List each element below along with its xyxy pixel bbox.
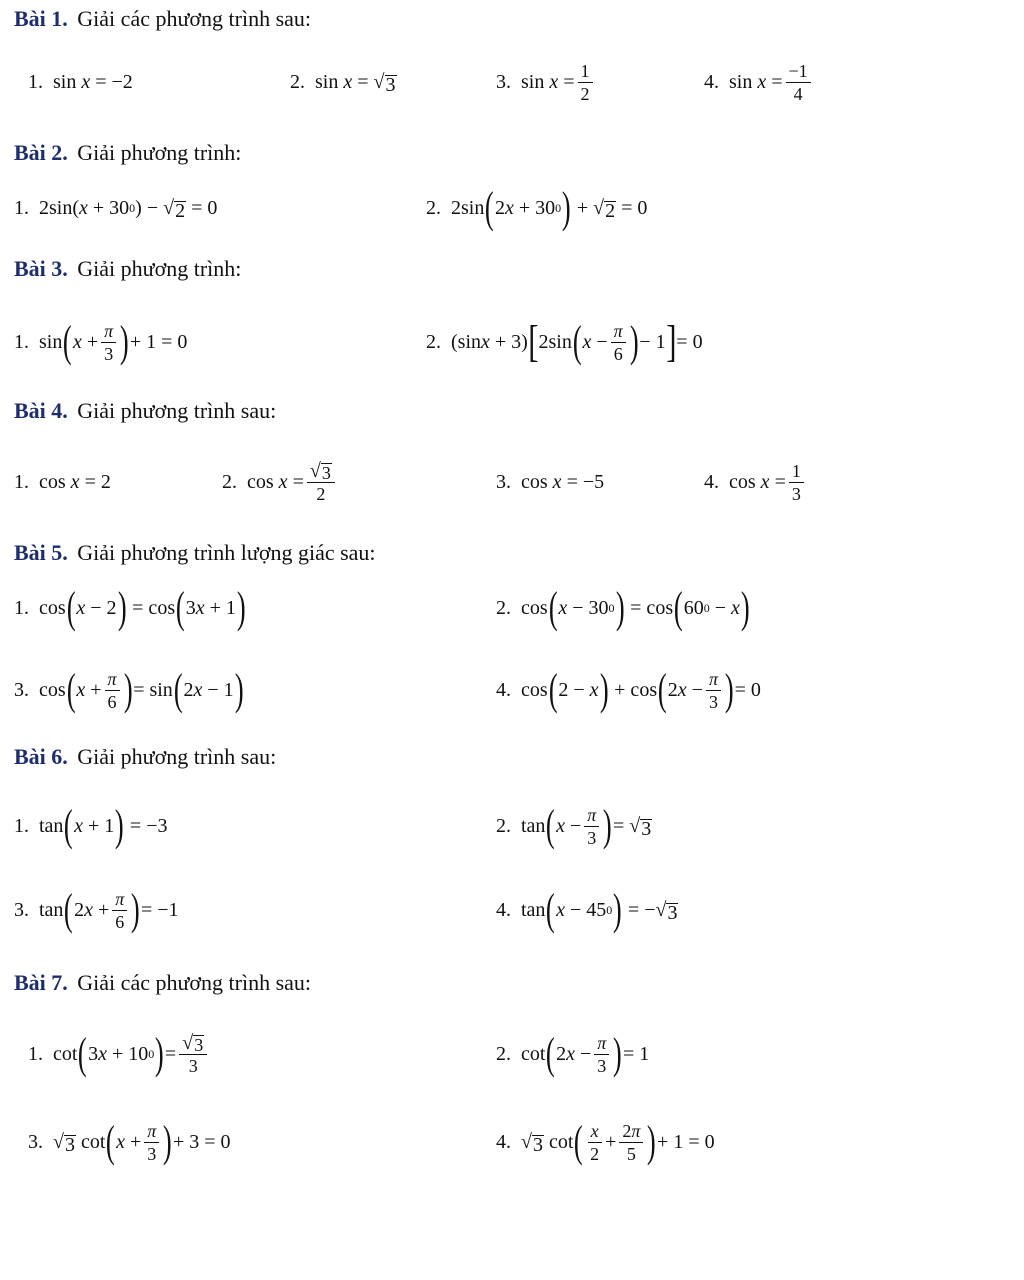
item-number: 1.	[14, 470, 29, 493]
equation-6-4: 4. tan ( x − 45 0 ) = − √ 3	[496, 885, 678, 934]
section-heading-6	[14, 744, 276, 770]
section-title: Giải phương trình sau:	[77, 398, 277, 423]
equation-1-1: 1. sin x = −2	[28, 70, 133, 93]
item-number: 1.	[14, 814, 29, 837]
equation-4-1: 1. cos x = 2	[14, 470, 111, 493]
section-title: Giải các phương trình sau:	[77, 970, 312, 995]
section-label: Bài 1.	[14, 6, 68, 31]
equation-3-2: 2. (sin x + 3) [ 2sin ( x − $\frac{\pi}{6}$ ) − 1 ] = 0	[426, 317, 703, 366]
item-number: 1.	[14, 196, 29, 219]
equation-4-4: 4. cos x = $\frac{1}{3}$	[704, 452, 807, 512]
section-label: Bài 6.	[14, 744, 68, 769]
section-label: Bài 3.	[14, 256, 68, 281]
item-number: 1.	[28, 1042, 43, 1065]
section-label: Bài 2.	[14, 140, 68, 165]
item-number: 2.	[496, 814, 511, 837]
section-heading-7	[14, 970, 311, 996]
equation-7-3: 3. √ 3 cot ( x + $\frac{\pi}{3}$ ) + 3 = 0	[28, 1117, 231, 1166]
section-heading-5	[14, 540, 376, 566]
item-number: 4.	[496, 898, 511, 921]
section-heading-1	[14, 6, 311, 32]
equation-7-1: 1. cot ( 3 x + 10 0 ) = √ 3 3	[28, 1024, 210, 1084]
equation-6-3: 3. tan ( 2 x + $\frac{\pi}{6}$ ) = −1	[14, 885, 179, 934]
section-title: Giải phương trình sau:	[77, 744, 277, 769]
equation-5-2: 2. cos ( x − 30 0 ) = cos ( 60 0 − x )	[496, 583, 750, 632]
item-number: 3.	[14, 898, 29, 921]
section-label: Bài 7.	[14, 970, 68, 995]
equation-6-2: 2. tan ( x − $\frac{\pi}{3}$ ) = √ 3	[496, 801, 652, 850]
equation-7-2: 2. cot ( 2 x − $\frac{\pi}{3}$ ) = 1	[496, 1029, 650, 1078]
equation-4-2: 2. cos x = √ 3 2	[222, 452, 338, 512]
section-heading-2	[14, 140, 241, 166]
equation-3-1: 1. sin ( x + $\frac{\pi}{3}$ ) + 1 = 0	[14, 317, 188, 366]
item-number: 3.	[496, 70, 511, 93]
item-number: 4.	[704, 70, 719, 93]
equation-5-1: 1. cos ( x − 2 ) = cos ( 3 x + 1 )	[14, 583, 246, 632]
equation-5-3: 3. cos ( x + $\frac{\pi}{6}$ ) = sin ( 2 x − 1 )	[14, 665, 244, 714]
equation-1-2: 2. sin x = √ 3	[290, 70, 396, 96]
equation-1-3: 3. sin x = $\frac{1}{2}$	[496, 52, 596, 112]
item-number: 2.	[222, 470, 237, 493]
item-number: 4.	[704, 470, 719, 493]
item-number: 2.	[426, 330, 441, 353]
section-label: Bài 4.	[14, 398, 68, 423]
section-label: Bài 5.	[14, 540, 68, 565]
item-number: 1.	[28, 70, 43, 93]
equation-4-3: 3. cos x = −5	[496, 470, 605, 493]
section-title: Giải phương trình lượng giác sau:	[77, 540, 376, 565]
section-heading-4	[14, 398, 276, 424]
section-title: Giải phương trình:	[77, 256, 242, 281]
section-title: Giải phương trình:	[77, 140, 242, 165]
item-number: 3.	[14, 678, 29, 701]
item-number: 4.	[496, 678, 511, 701]
item-number: 2.	[290, 70, 305, 93]
item-number: 3.	[496, 470, 511, 493]
item-number: 1.	[14, 330, 29, 353]
item-number: 2.	[496, 596, 511, 619]
section-heading-3	[14, 256, 241, 282]
section-title: Giải các phương trình sau:	[77, 6, 312, 31]
equation-2-2: 2. 2sin ( 2 x + 30 0 ) + √ 2 = 0	[426, 183, 648, 232]
equation-5-4: 4. cos ( 2 − x ) + cos ( 2 x − $\frac{\pi}{3}$ ) = 0	[496, 665, 761, 714]
equation-1-4: 4. sin x = $\frac{-1}{4}$	[704, 52, 814, 112]
item-number: 2.	[426, 196, 441, 219]
equation-2-1: 1. 2sin( x + 30 0 ) − √ 2 = 0	[14, 196, 218, 222]
item-number: 3.	[28, 1130, 43, 1153]
item-number: 4.	[496, 1130, 511, 1153]
item-number: 1.	[14, 596, 29, 619]
item-number: 2.	[496, 1042, 511, 1065]
equation-6-1: 1. tan ( x + 1 ) = −3	[14, 801, 168, 850]
equation-7-4: 4. √ 3 cot ( $\frac{x}{2}$ + $\frac{2\pi}{5}$ ) + 1 = 0	[496, 1117, 715, 1166]
